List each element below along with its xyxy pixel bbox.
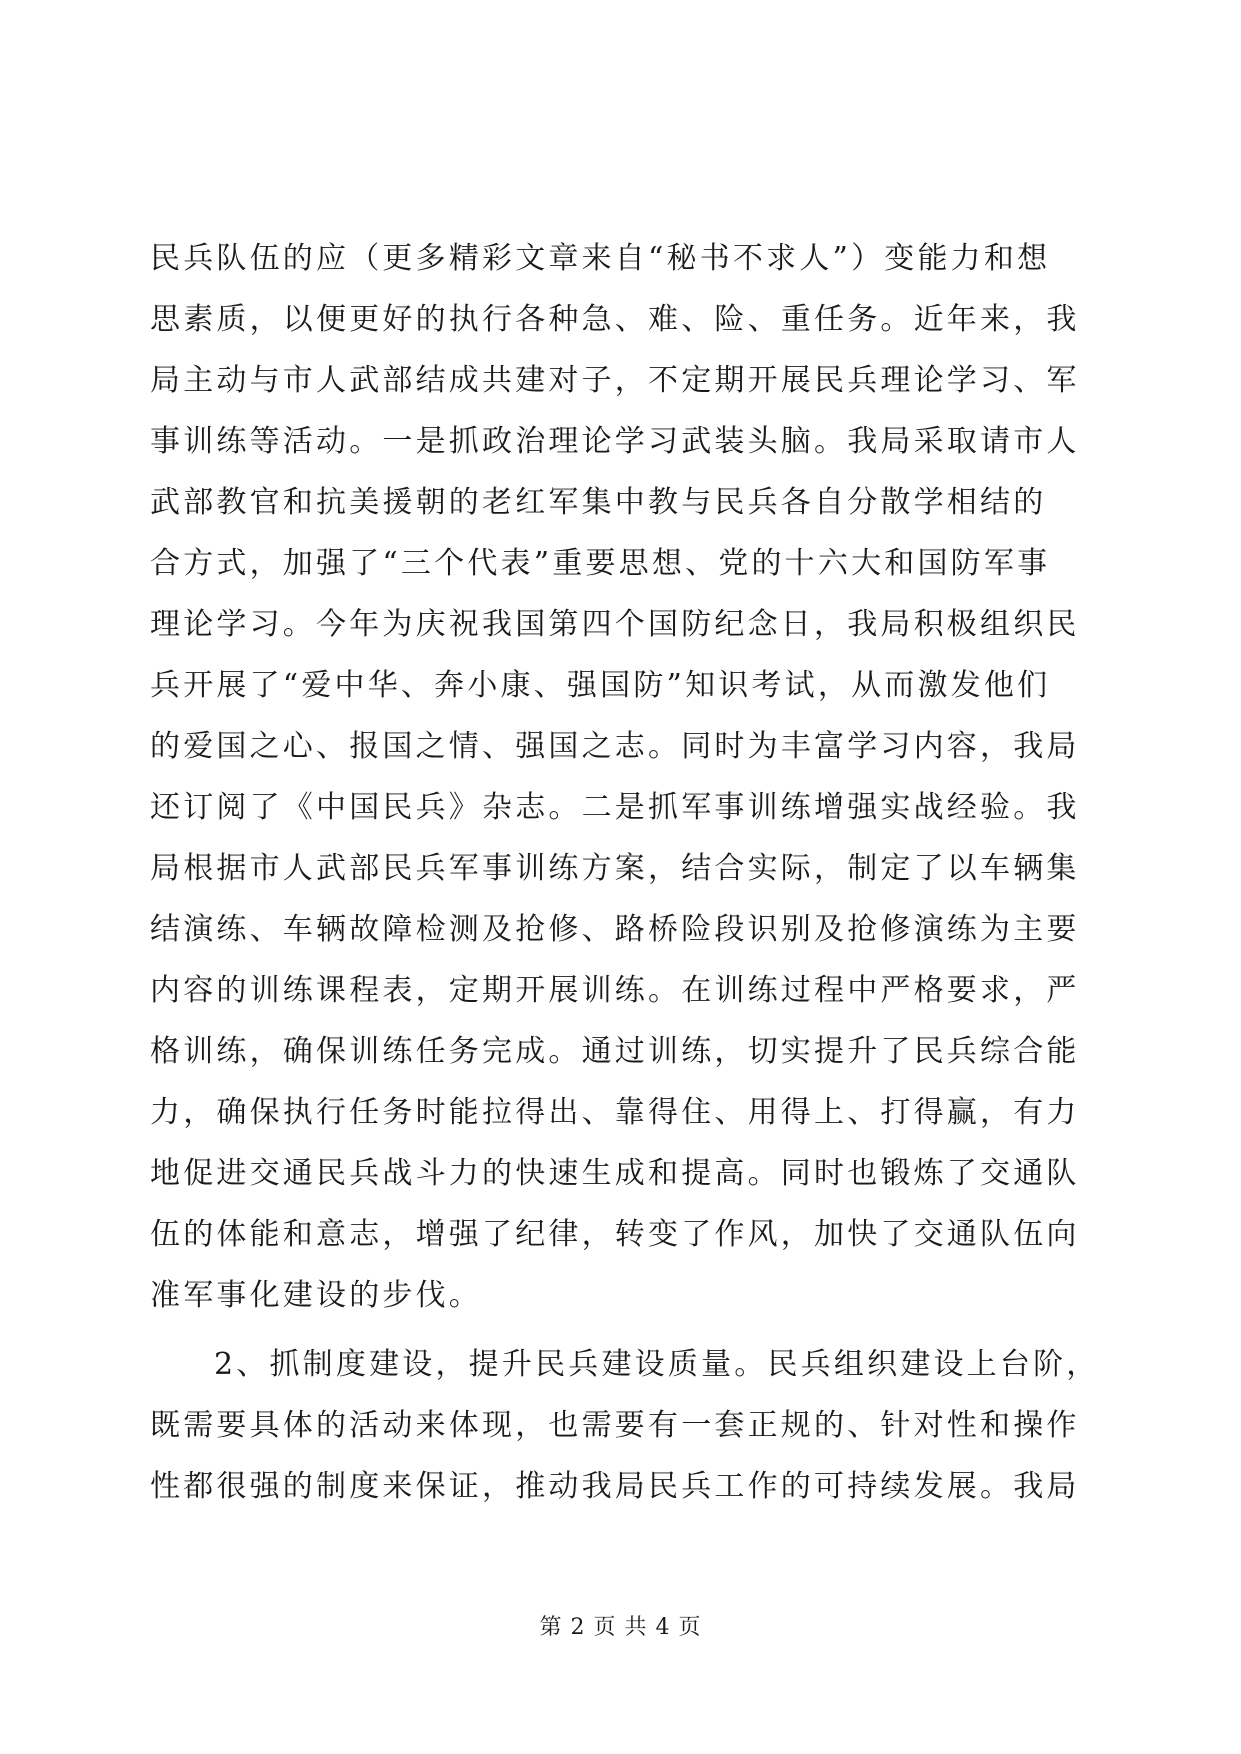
text-line: 局主动与市人武部结成共建对子，不定期开展民兵理论学习、军 [150,363,1080,398]
text-line: 伍的体能和意志，增强了纪律，转变了作风，加快了交通队伍向 [150,1217,1080,1252]
body-text [150,228,1100,1517]
text-line: 的爱国之心、报国之情、强国之志。同时为丰富学习内容，我局 [150,729,1080,764]
text-line: 局根据市人武部民兵军事训练方案，结合实际，制定了以车辆集 [150,851,1080,886]
text-line: 既需要具体的活动来体现，也需要有一套正规的、针对性和操作 [150,1408,1080,1443]
text-line: 兵开展了“爱中华、奔小康、强国防”知识考试，从而激发他们 [150,668,1051,703]
text-line: 地促进交通民兵战斗力的快速生成和提高。同时也锻炼了交通队 [150,1156,1080,1191]
text-line: 结演练、车辆故障检测及抢修、路桥险段识别及抢修演练为主要 [150,912,1080,947]
text-line: 思素质，以便更好的执行各种急、难、险、重任务。近年来，我 [150,302,1080,337]
page-number-footer: 第 2 页 共 4 页 [539,1615,702,1640]
text-line: 格训练，确保训练任务完成。通过训练，切实提升了民兵综合能 [150,1034,1080,1069]
text-line: 合方式，加强了“三个代表”重要思想、党的十六大和国防军事 [150,546,1051,581]
text-line: 力，确保执行任务时能拉得出、靠得住、用得上、打得赢，有力 [150,1095,1080,1130]
text-line: 事训练等活动。一是抓政治理论学习武装头脑。我局采取请市人 [150,424,1080,459]
text-line: 性都很强的制度来保证，推动我局民兵工作的可持续发展。我局 [150,1469,1080,1504]
text-line: 民兵队伍的应（更多精彩文章来自“秘书不求人”）变能力和想 [150,241,1051,276]
text-line: 内容的训练课程表，定期开展训练。在训练过程中严格要求，严 [150,973,1080,1008]
text-line: 武部教官和抗美援朝的老红军集中教与民兵各自分散学相结的 [150,485,1047,520]
paragraph-start-line: 2、抓制度建设，提升民兵建设质量。民兵组织建设上台阶， [214,1347,1100,1382]
text-line: 还订阅了《中国民兵》杂志。二是抓军事训练增强实战经验。我 [150,790,1080,825]
text-line: 理论学习。今年为庆祝我国第四个国防纪念日，我局积极组织民 [150,607,1080,642]
text-line: 准军事化建设的步伐。 [150,1278,482,1313]
